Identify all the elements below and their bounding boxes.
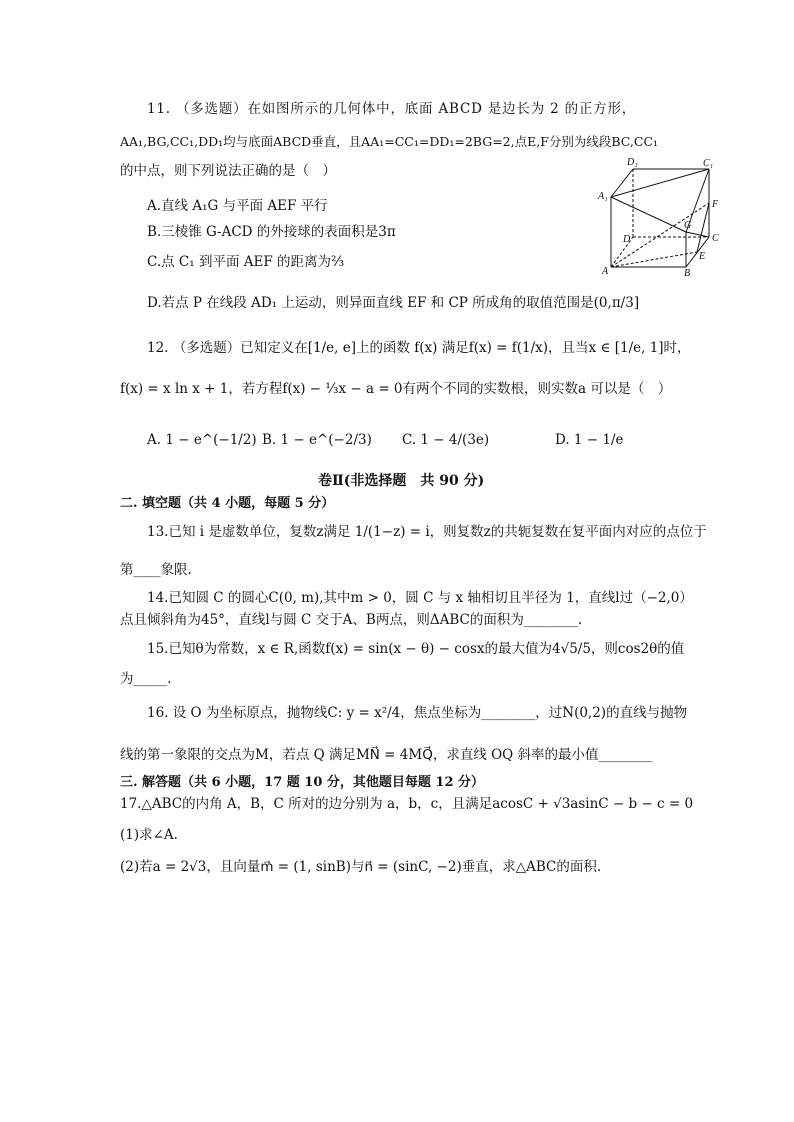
q16-line2: 线的第一象限的交点为M，若点 Q 满足MN⃗ = 4MQ⃗，求直线 OQ 斜率的最小值________: [120, 747, 653, 763]
q13-line2: 第____象限.: [120, 562, 192, 578]
label-b: B: [684, 268, 691, 279]
q12-line2: f(x) = x ln x + 1，若方程f(x) − ⅓x − a = 0有两个不同的实数根，则实数a 可以是（ ）: [120, 381, 672, 397]
geometry-figure: [596, 155, 726, 280]
q13-line1: 13.已知 i 是虚数单位，复数z满足 1/(1−z) = i，则复数z的共轭复数在复平面内对应的点位于: [147, 524, 707, 540]
q14-line2: 点且倾斜角为45°，直线l与圆 C 交于A、B两点，则ΔABC的面积为________.: [120, 612, 583, 628]
label-a: A: [602, 266, 609, 277]
q12-option-c: C. 1 − 4/(3e): [402, 432, 490, 448]
label-g: G: [684, 220, 692, 231]
part2-title: 卷Ⅱ(非选择题 共 90 分): [318, 473, 485, 489]
q11-option-d: D.若点 P 在线段 AD₁ 上运动，则异面直线 EF 和 CP 所成角的取值范围是(0,π/3]: [147, 295, 640, 311]
label-e: E: [699, 251, 706, 262]
label-d1: D₁: [627, 157, 638, 168]
q17-part2: (2)若a = 2√3，且向量m⃗ = (1, sinB)与n⃗ = (sinC, −2)垂直，求△ABC的面积.: [120, 859, 602, 875]
q12-line1: 12. （多选题）已知定义在[1/e, e]上的函数 f(x) 满足f(x) = f(1/x)，且当x ∈ [1/e, 1]时，: [147, 340, 691, 356]
section2-heading: 二. 填空题（共 4 小题，每题 5 分）: [120, 496, 335, 511]
label-c: C: [712, 233, 719, 244]
q12-option-b: B. 1 − e^(−2/3): [262, 432, 372, 448]
q17-part1: (1)求∠A.: [120, 827, 178, 843]
q11-option-b: B.三棱锥 G-ACD 的外接球的表面积是3π: [147, 224, 396, 240]
q11-option-a: A.直线 A₁G 与平面 AEF 平行: [147, 198, 328, 214]
label-f: F: [712, 199, 719, 210]
q14-line1: 14.已知圆 C 的圆心C(0, m),其中m > 0，圆 C 与 x 轴相切且半径为 1，直线l过（−2,0）: [147, 590, 693, 606]
label-d: D: [623, 234, 631, 245]
q16-line1: 16. 设 O 为坐标原点，抛物线C: y = x²/4，焦点坐标为________，过N(0,2)的直线与抛物: [147, 705, 688, 721]
q15-line2: 为_____.: [120, 671, 172, 687]
section3-heading: 三. 解答题（共 6 小题，17 题 10 分，其他题目每题 12 分）: [120, 775, 485, 790]
q11-line1: 11. （多选题）在如图所示的几何体中，底面 ABCD 是边长为 2 的正方形，: [147, 101, 637, 117]
q11-line3: 的中点，则下列说法正确的是（ ）: [120, 163, 336, 179]
q11-option-c: C.点 C₁ 到平面 AEF 的距离为⅔: [147, 254, 345, 270]
q12-option-d: D. 1 − 1/e: [555, 432, 624, 448]
q12-option-a: A. 1 − e^(−1/2): [147, 432, 257, 448]
q11-line2: AA₁,BG,CC₁,DD₁均与底面ABCD垂直，且AA₁=CC₁=DD₁=2BG=2,点E,F分别为线段BC,CC₁: [120, 134, 659, 149]
q17-line1: 17.△ABC的内角 A，B，C 所对的边分别为 a，b，c，且满足acosC + √3asinC − b − c = 0: [120, 796, 694, 812]
label-a1: A₁: [598, 191, 608, 202]
label-c1: C₁: [703, 158, 714, 169]
q15-line1: 15.已知θ为常数，x ∈ R,函数f(x) = sin(x − θ) − cosx的最大值为4√5/5，则cos2θ的值: [147, 641, 685, 657]
